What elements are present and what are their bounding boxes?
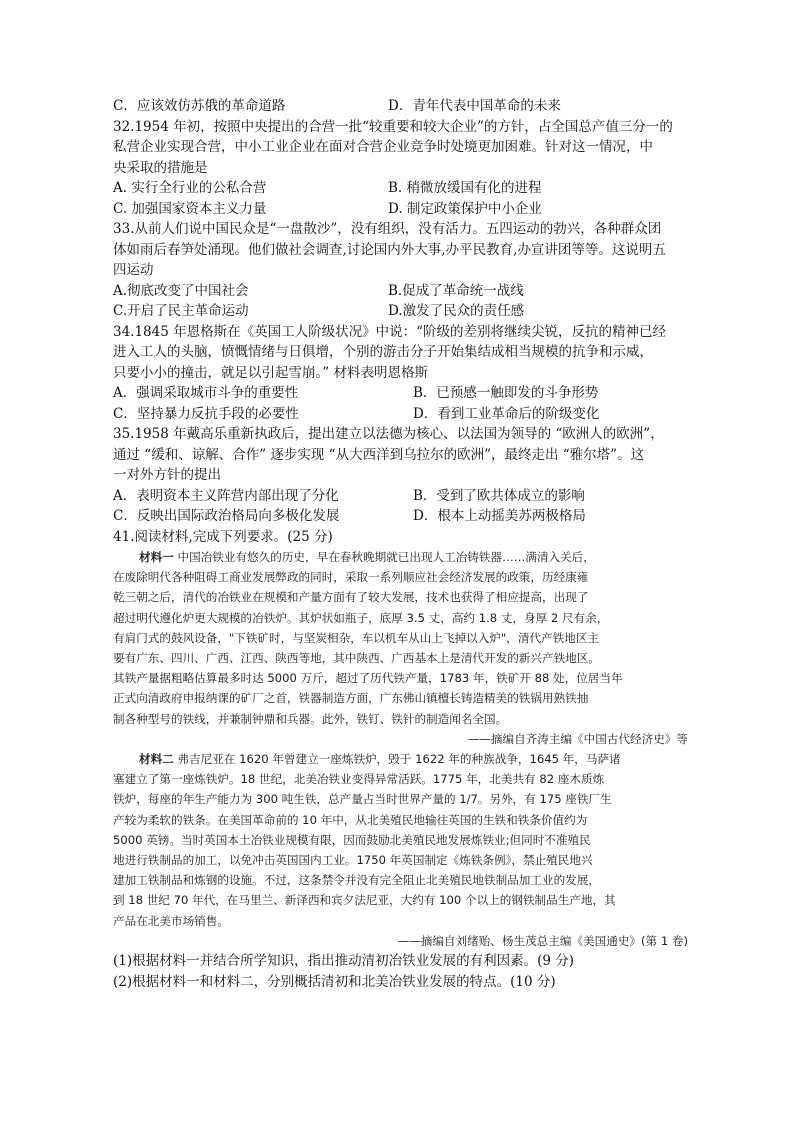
q32-stem-line: 央采取的措施是 [113, 159, 208, 176]
q41-title: 41.阅读材料,完成下列要求。(25 分) [113, 528, 333, 545]
material-text: 中国冶铁业有悠久的历史，早在春秋晚期就已出现人工冶铸铁器……满清入关后， [173, 550, 595, 564]
material-line: 铁炉，每座的年生产能力为 300 吨生铁，总产量占当时世界产量的 1/7。另外，有 175 座铁厂生 [113, 792, 612, 807]
q32-option-d: D. 制定政策保护中小企业 [388, 200, 542, 217]
q33-option-c: C.开启了民主革命运动 [113, 303, 249, 319]
material-line: 到 18 世纪 70 年代，在马里兰、新泽西和宾夕法尼亚，大约有 100 个以上的钢铁制品生产地，其 [113, 893, 616, 908]
q33-stem-line: 体如雨后春笋处涌现。他们做社会调查,讨论国内外大事,办平民教育,办宣讲团等等。这说明五 [113, 241, 666, 258]
material-line: 产品在北美市场销售。 [113, 913, 229, 928]
q32-options-ab [113, 178, 688, 199]
q32-option-b: B. 稍微放缓国有化的进程 [388, 180, 542, 196]
q32-option-a: A. 实行全行业的公私合营 [113, 180, 267, 196]
material-line [113, 547, 688, 567]
q35-stem-line: 通过 “缓和、谅解、合作” 逐步实现 “从大西洋到乌拉尔的欧洲”，最终走出 “雅尔塔”。这 [113, 446, 645, 463]
material-two-source: ——摘编自刘绪贻、杨生茂总主编《美国通史》(第 1 卷) [397, 933, 688, 948]
q34-options-cd [113, 404, 688, 425]
q34-option-b: B．已预感一触即发的斗争形势 [413, 385, 599, 401]
material-line: 正式向清政府申报纳课的矿厂之首，铁器制造方面，广东佛山镇檀长铸造精美的铁锅用熟铁抽 [113, 691, 589, 706]
question-34 [113, 322, 688, 425]
q34-option-c: C．坚持暴力反抗手段的必要性 [113, 405, 299, 422]
q35-options-cd [113, 506, 688, 527]
q31-option-c: C．应该效仿苏俄的革命道路 [113, 98, 286, 114]
q33-option-d: D.激发了民众的责任感 [388, 303, 525, 319]
question-35 [113, 424, 688, 527]
material-line: 塞建立了第一座炼铁炉。18 世纪，北美冶铁业变得异常活跃。1775 年，北美共有 82 座木质炼 [113, 772, 605, 787]
material-two [113, 749, 688, 951]
q32-options-cd [113, 199, 688, 220]
q33-stem-line: 四运动 [113, 262, 154, 278]
exam-page [113, 96, 688, 992]
q32-option-c: C. 加强国家资本主义力量 [113, 200, 267, 217]
material-line: 产较为柔软的铁条。在美国革命前的 10 年中，从北美殖民地输往英国的生铁和铁条价值约为 [113, 812, 588, 827]
material-one-source: ——摘编自齐涛主编《中国古代经济史》等 [467, 731, 688, 746]
material-text: 弗吉尼亚在 1620 年曾建立一座炼铁炉，毁于 1622 年的种族战争，1645 年，马萨诸 [173, 752, 621, 767]
q35-option-c: C．反映出国际政治格局向多极化发展 [113, 508, 340, 524]
material-line: 5000 英镑。当时英国本土冶铁业规模有限，因而鼓励北美殖民地发展炼铁业;但同时不准殖民 [113, 832, 591, 847]
q33-option-a: A.彻底改变了中国社会 [113, 282, 249, 299]
q32-stem-line: 私营企业实现合营，中小工业企业在面对合营企业竞争时处境更加困难。针对这一情况，中 [113, 139, 653, 155]
question-41 [113, 527, 688, 993]
q41-sub-question-1: (1)根据材料一并结合所学知识，指出推动清初冶铁业发展的有利因素。(9 分) [113, 953, 575, 970]
material-two-label: 材料二 [139, 752, 174, 767]
material-line: 乾三朝之后，清代的冶铁业在规模和产量方面有了较大发展，技术也获得了相应提高，出现了 [113, 590, 589, 605]
q33-options-cd [113, 301, 688, 322]
material-line: 有肩门式的鼓风设备，"下铁矿时，与坚炭相杂，车以机车从山上飞掉以入炉"，清代产铁地区主 [113, 630, 600, 645]
q31-options-cd [113, 96, 688, 117]
material-line: 在废除明代各种阻碍工商业发展弊政的同时，采取一系列顺应社会经济发展的政策，历经康雍 [113, 570, 589, 585]
q34-option-d: D．看到工业革命后的阶级变化 [413, 405, 600, 422]
material-line: 地进行铁制品的加工，以免冲击英国国内工业。1750 年英国制定《炼铁条例》，禁止殖民地兴 [113, 853, 593, 868]
q33-stem-line: 33.从前人们说中国民众是“一盘散沙”，没有组织，没有活力。五四运动的勃兴，各种群众团 [113, 221, 662, 237]
q34-stem-line: 进入工人的头脑，愤慨情绪与日俱增，个别的游击分子开始集结成相当规模的抗争和示威， [113, 344, 653, 360]
q35-options-ab [113, 486, 688, 507]
material-one-label: 材料一 [139, 550, 174, 564]
q33-option-b: B.促成了革命统一战线 [388, 282, 524, 299]
material-line: 要有广东、四川、广西、江西、陕西等地，其中陕西、广西基本上是清代开发的新兴产铁地区。 [113, 651, 600, 666]
q41-sub-question-2: (2)根据材料一和材料二，分别概括清初和北美冶铁业发展的特点。(10 分) [113, 973, 556, 990]
q35-option-b: B．受到了欧共体成立的影响 [413, 487, 585, 504]
q34-option-a: A．强调采取城市斗争的重要性 [113, 385, 299, 401]
material-line: 制各种型号的铁线，并兼制钟鼎和兵器。此外，铁钉、铁针的制造闻名全国。 [113, 711, 508, 726]
material-line: 建加工铁制品和炼钢的设施。不过，这条禁令并没有完全阻止北美殖民地铁制品加工业的发展， [113, 873, 600, 888]
material-line: 其铁产量据粗略估算最多时达 5000 万斤，超过了历代铁产量，1783 年，铁矿开 88 处，位居当年 [113, 671, 623, 686]
q35-option-d: D．根本上动摇美苏两极格局 [413, 508, 586, 524]
q35-option-a: A．表明资本主义阵营内部出现了分化 [113, 487, 339, 504]
material-line: 超过明代遵化炉更大规模的冶铁炉。其炉状如瓶子，底厚 3.5 丈，高约 1.8 丈，身厚 2 尺有余， [113, 610, 609, 625]
q35-stem-line: 35.1958 年戴高乐重新执政后，提出建立以法德为核心、以法国为领导的 “欧洲人的欧洲”， [113, 426, 664, 442]
q32-stem-line: 32.1954 年初，按照中央提出的合营一批“较重要和较大企业”的方针，占全国总产值三分一的 [113, 118, 673, 135]
q31-option-d: D．青年代表中国革命的未来 [388, 98, 561, 114]
q35-stem-line: 一对外方针的提出 [113, 467, 221, 483]
q33-options-ab [113, 281, 688, 302]
question-32 [113, 117, 688, 220]
q34-options-ab [113, 383, 688, 404]
question-33 [113, 219, 688, 322]
material-line [113, 749, 688, 769]
q34-stem-line: 只要小小的撞击，就足以引起雪崩。” 材料表明恩格斯 [113, 364, 428, 381]
material-one [113, 547, 688, 749]
q34-stem-line: 34.1845 年恩格斯在《英国工人阶级状况》中说：“阶级的差别将继续尖锐，反抗的精神已经 [113, 323, 667, 340]
